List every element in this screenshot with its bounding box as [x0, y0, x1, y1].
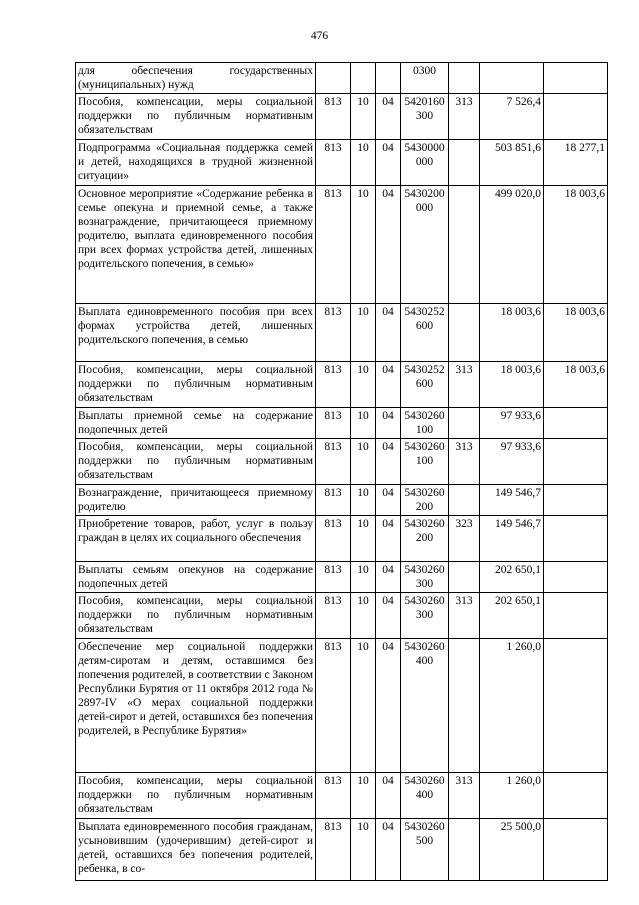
row-name: Выплата единовременного пособия гражданам, усыновившим (удочерившим) детей-сирот и детей, оставшихся без попечения родителей, ребенка, в со- [76, 819, 316, 881]
row-name: Приобретение товаров, работ, услуг в пользу граждан в целях их социального обеспечения [76, 516, 316, 562]
row-pr: 04 [376, 485, 401, 516]
budget-table [75, 62, 608, 881]
row-csr: 5430260200 [401, 485, 449, 516]
row-pr: 04 [376, 439, 401, 485]
row-csr: 5430252600 [401, 362, 449, 408]
table-row [76, 562, 608, 593]
row-rz: 10 [351, 94, 376, 140]
row-vr [449, 485, 480, 516]
table-row [76, 362, 608, 408]
row-sum1: 1 260,0 [480, 773, 544, 819]
table-row [76, 140, 608, 186]
row-name: Выплаты приемной семье на содержание подопечных детей [76, 408, 316, 439]
row-csr: 5430260200 [401, 516, 449, 562]
row-vr: 313 [449, 773, 480, 819]
row-sum1 [480, 63, 544, 94]
row-ved: 813 [316, 562, 351, 593]
row-vr [449, 186, 480, 304]
row-vr: 313 [449, 593, 480, 639]
row-sum1: 503 851,6 [480, 140, 544, 186]
row-pr: 04 [376, 362, 401, 408]
row-csr: 5430260100 [401, 439, 449, 485]
row-csr: 5430200000 [401, 186, 449, 304]
row-pr [376, 63, 401, 94]
row-sum1: 1 260,0 [480, 639, 544, 773]
row-csr: 5430260300 [401, 562, 449, 593]
row-sum2 [544, 94, 608, 140]
row-csr: 0300 [401, 63, 449, 94]
row-sum1: 18 003,6 [480, 304, 544, 362]
row-csr: 5430260100 [401, 408, 449, 439]
row-name: Выплаты семьям опекунов на содержание подопечных детей [76, 562, 316, 593]
table-row [76, 485, 608, 516]
row-name: Пособия, компенсации, меры социальной поддержки по публичным нормативным обязательствам [76, 593, 316, 639]
row-sum2 [544, 516, 608, 562]
row-sum1: 18 003,6 [480, 362, 544, 408]
row-sum2: 18 003,6 [544, 304, 608, 362]
row-name: для обеспечения государственных (муниципальных) нужд [76, 63, 316, 94]
table-row [76, 186, 608, 304]
row-sum2 [544, 639, 608, 773]
row-rz: 10 [351, 773, 376, 819]
table-row [76, 593, 608, 639]
row-ved: 813 [316, 186, 351, 304]
row-name: Пособия, компенсации, меры социальной поддержки по публичным нормативным обязательствам [76, 94, 316, 140]
row-vr [449, 304, 480, 362]
row-name: Основное мероприятие «Содержание ребенка в семье опекуна и приемной семье, а также вознаграждение, причитающееся приемному родителю, выплата единовременного пособия при всех формах устройства детей, лишенных родительского попечения, в семью» [76, 186, 316, 304]
row-sum2: 18 003,6 [544, 186, 608, 304]
row-sum1: 97 933,6 [480, 408, 544, 439]
row-ved: 813 [316, 439, 351, 485]
row-vr [449, 562, 480, 593]
row-name: Пособия, компенсации, меры социальной поддержки по публичным нормативным обязательствам [76, 773, 316, 819]
row-rz: 10 [351, 639, 376, 773]
row-vr: 313 [449, 94, 480, 140]
row-csr: 5430000000 [401, 140, 449, 186]
row-csr: 5420160300 [401, 94, 449, 140]
row-vr [449, 819, 480, 881]
row-rz: 10 [351, 516, 376, 562]
row-pr: 04 [376, 186, 401, 304]
row-ved [316, 63, 351, 94]
row-name: Обеспечение мер социальной поддержки детям-сиротам и детям, оставшимся без попечения родителей, в соответствии с Законом Республики Бурятия от 11 октября 2012 года № 2897-IV «О мерах социальной поддержки детей-сирот и детей, оставшихся без попечения родителей, в Республике Бурятия» [76, 639, 316, 773]
row-rz: 10 [351, 485, 376, 516]
row-pr: 04 [376, 562, 401, 593]
row-sum2 [544, 562, 608, 593]
table-row [76, 408, 608, 439]
row-vr [449, 639, 480, 773]
table-row [76, 773, 608, 819]
table-row [76, 63, 608, 94]
row-ved: 813 [316, 593, 351, 639]
row-csr: 5430260300 [401, 593, 449, 639]
row-pr: 04 [376, 593, 401, 639]
row-sum2: 18 277,1 [544, 140, 608, 186]
row-ved: 813 [316, 304, 351, 362]
row-name: Вознаграждение, причитающееся приемному родителю [76, 485, 316, 516]
row-vr [449, 140, 480, 186]
row-pr: 04 [376, 819, 401, 881]
row-rz: 10 [351, 819, 376, 881]
row-sum1: 202 650,1 [480, 562, 544, 593]
row-rz: 10 [351, 362, 376, 408]
table-row [76, 304, 608, 362]
row-rz: 10 [351, 562, 376, 593]
row-sum2 [544, 63, 608, 94]
row-name: Пособия, компенсации, меры социальной поддержки по публичным нормативным обязательствам [76, 439, 316, 485]
row-vr: 323 [449, 516, 480, 562]
row-pr: 04 [376, 140, 401, 186]
row-vr [449, 63, 480, 94]
row-ved: 813 [316, 773, 351, 819]
row-sum1: 149 546,7 [480, 516, 544, 562]
row-csr: 5430260400 [401, 639, 449, 773]
row-vr: 313 [449, 439, 480, 485]
row-pr: 04 [376, 639, 401, 773]
table-row [76, 94, 608, 140]
table-row [76, 439, 608, 485]
row-ved: 813 [316, 819, 351, 881]
table-row [76, 639, 608, 773]
row-rz: 10 [351, 304, 376, 362]
row-sum2 [544, 439, 608, 485]
row-sum2 [544, 819, 608, 881]
row-sum2 [544, 485, 608, 516]
row-csr: 5430260500 [401, 819, 449, 881]
table-row [76, 819, 608, 881]
row-name: Подпрограмма «Социальная поддержка семей и детей, находящихся в трудной жизненной ситуации» [76, 140, 316, 186]
row-rz: 10 [351, 593, 376, 639]
row-name: Пособия, компенсации, меры социальной поддержки по публичным нормативным обязательствам [76, 362, 316, 408]
row-rz [351, 63, 376, 94]
row-pr: 04 [376, 408, 401, 439]
row-sum1: 7 526,4 [480, 94, 544, 140]
row-pr: 04 [376, 773, 401, 819]
row-sum2 [544, 408, 608, 439]
row-rz: 10 [351, 408, 376, 439]
row-rz: 10 [351, 140, 376, 186]
row-ved: 813 [316, 140, 351, 186]
row-sum2: 18 003,6 [544, 362, 608, 408]
row-ved: 813 [316, 408, 351, 439]
row-pr: 04 [376, 516, 401, 562]
row-sum1: 149 546,7 [480, 485, 544, 516]
row-ved: 813 [316, 94, 351, 140]
row-csr: 5430252600 [401, 304, 449, 362]
row-name: Выплата единовременного пособия при всех формах устройства детей, лишенных родительского попечения, в семью [76, 304, 316, 362]
row-vr: 313 [449, 362, 480, 408]
row-rz: 10 [351, 439, 376, 485]
row-ved: 813 [316, 362, 351, 408]
row-pr: 04 [376, 304, 401, 362]
row-pr: 04 [376, 94, 401, 140]
row-ved: 813 [316, 485, 351, 516]
row-sum2 [544, 593, 608, 639]
row-sum1: 202 650,1 [480, 593, 544, 639]
row-ved: 813 [316, 516, 351, 562]
row-rz: 10 [351, 186, 376, 304]
row-sum2 [544, 773, 608, 819]
page-number: 476 [310, 30, 329, 42]
row-ved: 813 [316, 639, 351, 773]
row-sum1: 97 933,6 [480, 439, 544, 485]
row-sum1: 499 020,0 [480, 186, 544, 304]
table-row [76, 516, 608, 562]
row-vr [449, 408, 480, 439]
row-csr: 5430260400 [401, 773, 449, 819]
row-sum1: 25 500,0 [480, 819, 544, 881]
